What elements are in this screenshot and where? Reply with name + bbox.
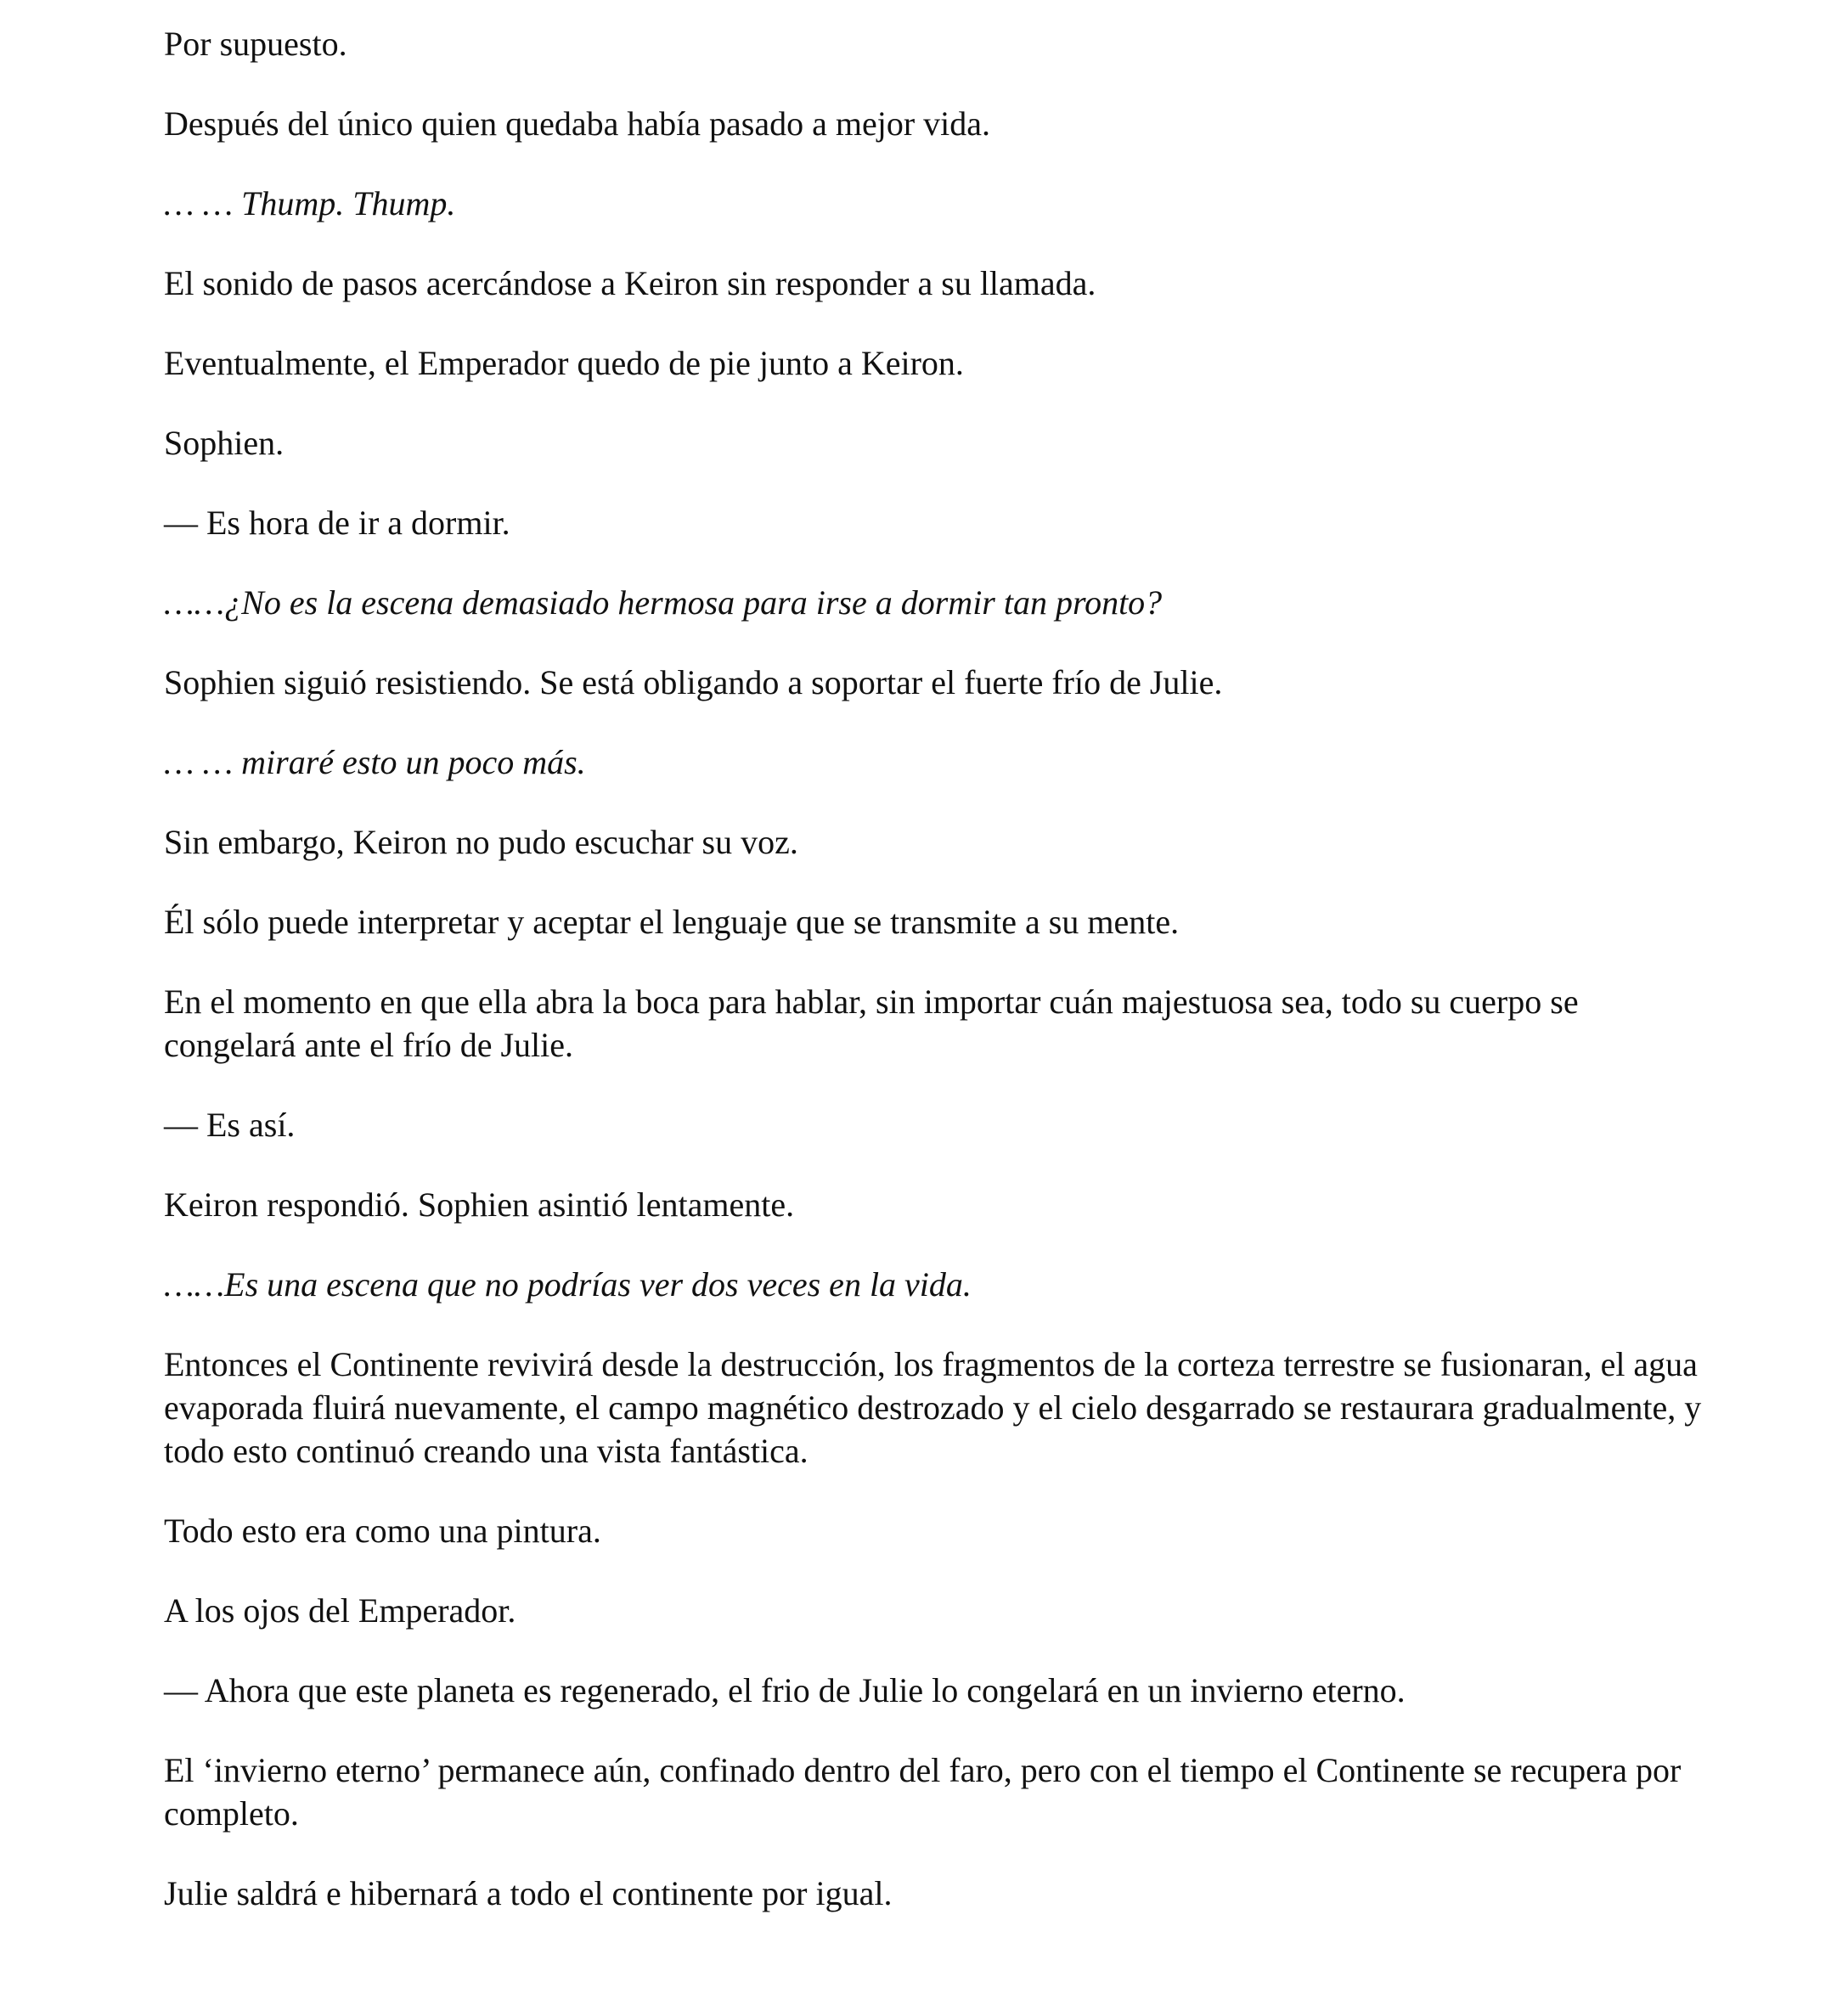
paragraph: El sonido de pasos acercándose a Keiron sin responder a su llamada. xyxy=(164,264,1096,302)
paragraph: Eventualmente, el Emperador quedo de pie junto a Keiron. xyxy=(164,344,964,382)
paragraph-italic: … … Thump. Thump. xyxy=(164,184,456,222)
dialogue-line: — Ahora que este planeta es regenerado, el frio de Julie lo congelará en un invierno eterno. xyxy=(164,1671,1406,1709)
paragraph: Sophien. xyxy=(164,424,285,462)
paragraph: Él sólo puede interpretar y aceptar el lenguaje que se transmite a su mente. xyxy=(164,903,1180,941)
paragraph: En el momento en que ella abra la boca para hablar, sin importar cuán majestuosa sea, todo su cuerpo se congelará ante el frío de Julie. xyxy=(164,983,1579,1064)
paragraph: Julie saldrá e hibernará a todo el continente por igual. xyxy=(164,1874,893,1912)
document-page xyxy=(164,22,1718,1951)
paragraph: El ‘invierno eterno’ permanece aún, confinado dentro del faro, pero con el tiempo el Continente se recupera por completo. xyxy=(164,1751,1682,1833)
paragraph: Después del único quien quedaba había pasado a mejor vida. xyxy=(164,104,991,143)
paragraph: Keiron respondió. Sophien asintió lentamente. xyxy=(164,1185,795,1224)
paragraph: A los ojos del Emperador. xyxy=(164,1591,516,1630)
paragraph-italic: ……Es una escena que no podrías ver dos veces en la vida. xyxy=(164,1265,972,1304)
paragraph-italic: ……¿No es la escena demasiado hermosa para irse a dormir tan pronto? xyxy=(164,583,1163,622)
paragraph: Por supuesto. xyxy=(164,25,347,63)
dialogue-line: — Es así. xyxy=(164,1106,296,1144)
paragraph-italic: … … miraré esto un poco más. xyxy=(164,743,586,781)
paragraph: Entonces el Continente revivirá desde la destrucción, los fragmentos de la corteza terrestre se fusionaran, el agua evaporada fluirá nuevamente, el campo magnético destrozado y el cielo desgarrado se restaurara gradualmente, y todo esto continuó creando una vista fantástica. xyxy=(164,1345,1702,1470)
paragraph: Sin embargo, Keiron no pudo escuchar su voz. xyxy=(164,823,798,861)
dialogue-line: — Es hora de ir a dormir. xyxy=(164,504,510,542)
paragraph: Sophien siguió resistiendo. Se está obligando a soportar el fuerte frío de Julie. xyxy=(164,663,1223,701)
paragraph: Todo esto era como una pintura. xyxy=(164,1512,601,1550)
